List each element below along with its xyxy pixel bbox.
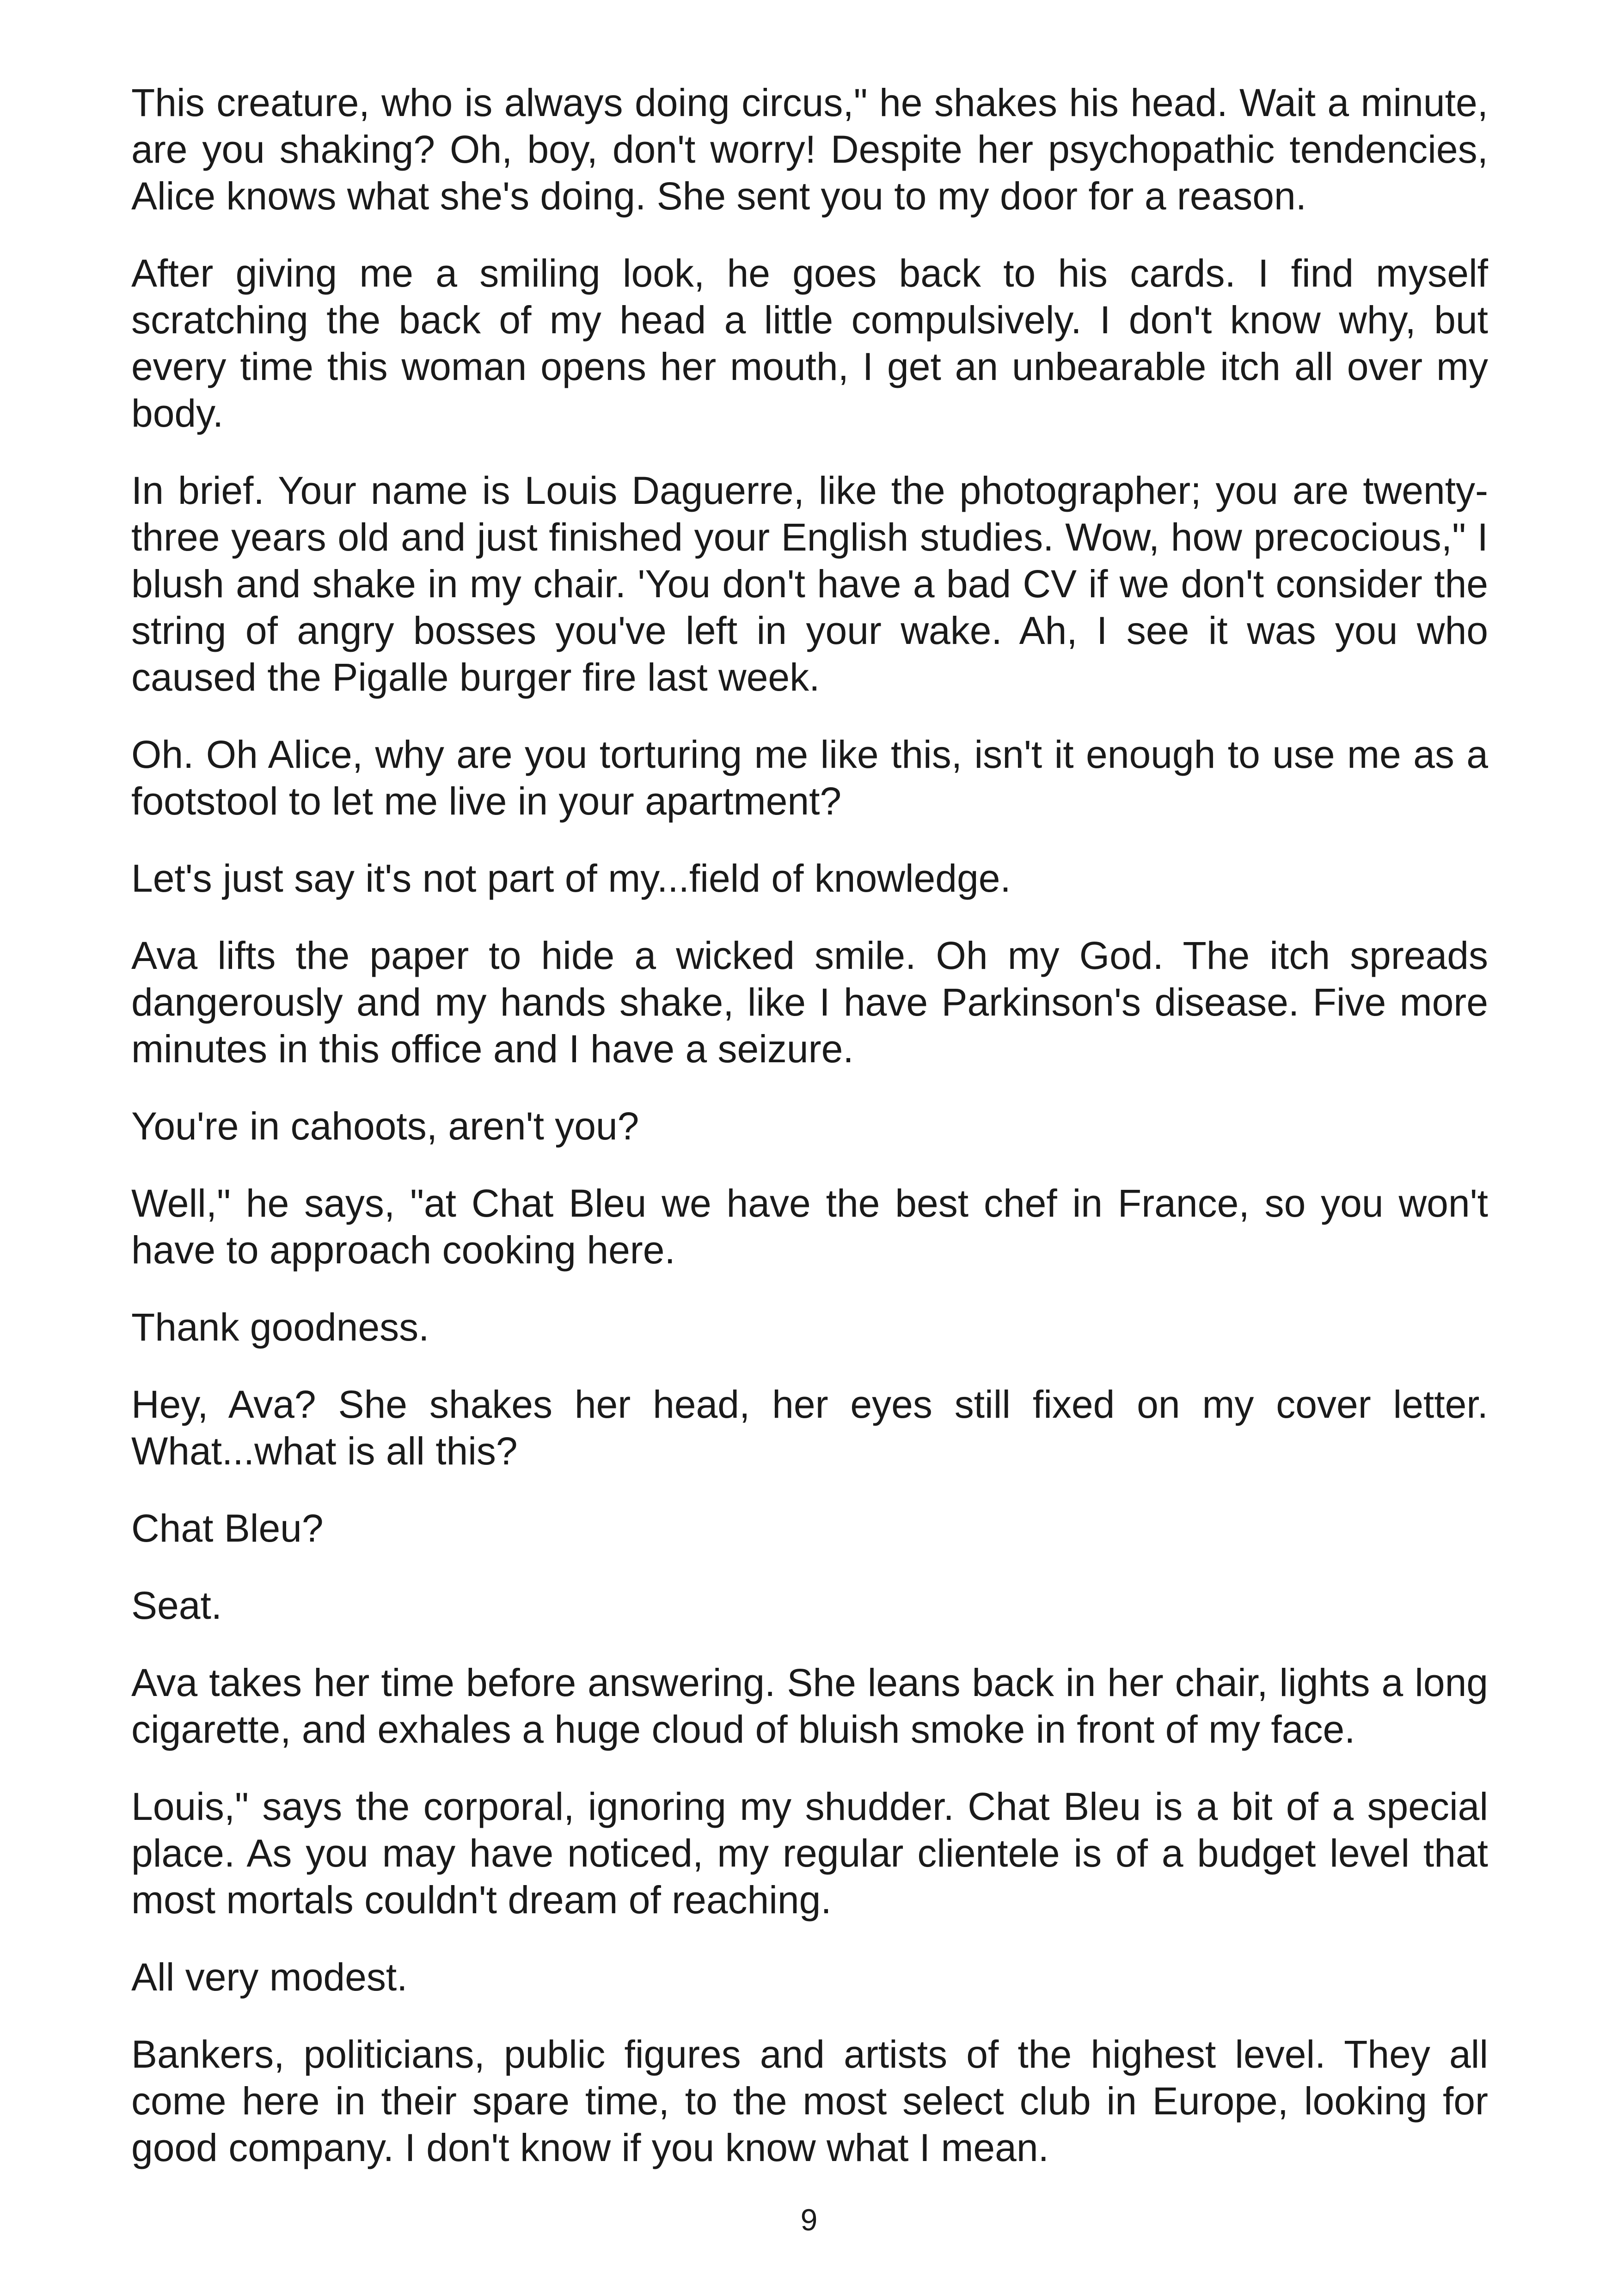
paragraph: Hey, Ava? She shakes her head, her eyes still fixed on my cover letter. What...what is all this? — [131, 1383, 1488, 1473]
page-body — [131, 80, 1488, 2202]
paragraph: Ava takes her time before answering. She leans back in her chair, lights a long cigarette, and exhales a huge cloud of bluish smoke in front of my face. — [131, 1661, 1488, 1751]
paragraph: Louis," says the corporal, ignoring my shudder. Chat Bleu is a bit of a special place. As you may have noticed, my regular clientele is of a budget level that most mortals couldn't dream of reaching. — [131, 1785, 1488, 1922]
paragraph: Well," he says, "at Chat Bleu we have the best chef in France, so you won't have to approach cooking here. — [131, 1182, 1488, 1272]
paragraph: You're in cahoots, aren't you? — [131, 1104, 639, 1148]
paragraph: Seat. — [131, 1584, 222, 1627]
paragraph: This creature, who is always doing circus," he shakes his head. Wait a minute, are you shaking? Oh, boy, don't worry! Despite her psychopathic tendencies, Alice knows what she's doing. She sent you to my door for a reason. — [131, 81, 1488, 218]
paragraph: Ava lifts the paper to hide a wicked smile. Oh my God. The itch spreads dangerously and my hands shake, like I have Parkinson's disease. Five more minutes in this office and I have a seizure. — [131, 934, 1488, 1071]
paragraph: Thank goodness. — [131, 1305, 429, 1349]
paragraph: All very modest. — [131, 1955, 408, 1999]
paragraph: Let's just say it's not part of my...field of knowledge. — [131, 857, 1011, 900]
paragraph: Oh. Oh Alice, why are you torturing me like this, isn't it enough to use me as a footstool to let me live in your apartment? — [131, 733, 1488, 823]
paragraph: After giving me a smiling look, he goes back to his cards. I find myself scratching the back of my head a little compulsively. I don't know why, but every time this woman opens her mouth, I get an unbearable itch all over my body. — [131, 251, 1488, 435]
paragraph: In brief. Your name is Louis Daguerre, like the photographer; you are twenty-three years old and just finished your English studies. Wow, how precocious," I blush and shake in my chair. 'You don't have a bad CV if we don't consider the string of angry bosses you've left in your wake. Ah, I see it was you who caused the Pigalle burger fire last week. — [131, 469, 1488, 699]
paragraph: Bankers, politicians, public figures and artists of the highest level. They all come here in their spare time, to the most select club in Europe, looking for good company. I don't know if you know what I mean. — [131, 2033, 1488, 2169]
page-number: 9 — [800, 2203, 818, 2237]
paragraph: Chat Bleu? — [131, 1506, 324, 1550]
